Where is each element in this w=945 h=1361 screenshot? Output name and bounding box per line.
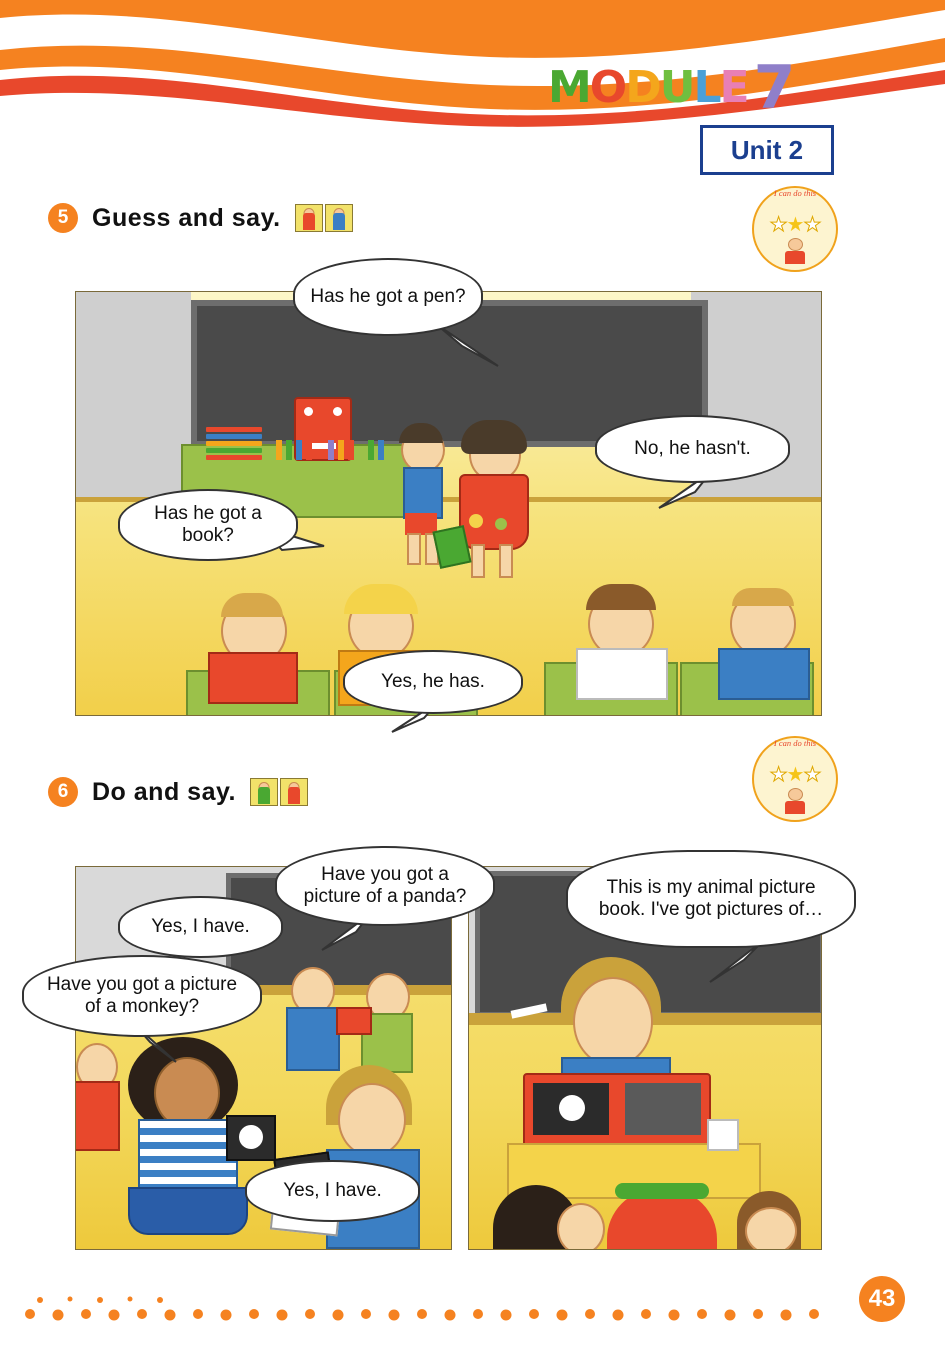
pupil-4-body (718, 648, 810, 700)
badge-2-figure-icon (782, 788, 808, 814)
pupil-1-body (208, 652, 298, 704)
exercise-5-icons (295, 204, 353, 232)
unit-label: Unit 2 (730, 134, 804, 165)
i-can-do-this-badge-1 (752, 186, 838, 272)
badge-1-figure-icon (782, 238, 808, 264)
group-work-icon (280, 778, 308, 806)
bubble-no-he-hasnt: No, he hasn't. (595, 415, 790, 483)
bubble-yes-i-have-bottom: Yes, I have. (245, 1160, 420, 1222)
boy-right-face (338, 1083, 406, 1157)
module-letter-u: U (659, 62, 694, 113)
i-can-do-this-badge-2 (752, 736, 838, 822)
bubble-has-he-got-a-book: Has he got a book? (118, 489, 298, 561)
audience-face-3 (745, 1207, 797, 1250)
exercise-6-icons (250, 778, 308, 806)
presenter-face (573, 977, 653, 1067)
module-letter-d: D (625, 62, 660, 113)
badge-2-stars: ★★★ (769, 764, 821, 786)
unit-box (700, 125, 834, 175)
module-logo (548, 52, 898, 123)
bubble-yes-he-has: Yes, he has. (343, 650, 523, 714)
book-stack (206, 427, 262, 457)
bubble-have-you-got-a-picture-of-a-panda: Have you got a picture of a panda? (275, 846, 495, 926)
group-work-icon (325, 204, 353, 232)
pair-work-icon (250, 778, 278, 806)
pencils (276, 440, 406, 460)
exercise-6-title: Do and say. (92, 777, 236, 806)
background-boy-1-body (286, 1007, 340, 1071)
module-letter-l: L (693, 62, 720, 113)
edge-child-body (75, 1081, 120, 1151)
cup (707, 1119, 739, 1151)
badge-1-stars: ★★★ (769, 214, 821, 236)
exercise-6-number: 6 (48, 777, 78, 807)
exercise-5-header (48, 203, 353, 233)
panda-picture-card-1 (226, 1115, 276, 1161)
bubble-has-he-got-a-pen: Has he got a pen? (293, 258, 483, 336)
bubble-yes-i-have-top: Yes, I have. (118, 896, 283, 958)
audience-face-1 (557, 1203, 605, 1250)
badge-1-text: I can do this (773, 188, 817, 198)
footer-dot-border (0, 1290, 945, 1330)
pair-work-icon (295, 204, 323, 232)
page-number: 43 (859, 1276, 905, 1322)
pupil-3-body (576, 648, 668, 700)
module-letter-e: E (719, 62, 748, 113)
girl-skirt (128, 1187, 248, 1235)
module-number: 7 (753, 53, 794, 123)
bubble-animal-picture-book: This is my animal picture book. I've got pictures of… (566, 850, 856, 948)
animal-picture-book (523, 1073, 711, 1149)
module-letter-m: M (548, 62, 590, 113)
badge-2-text: I can do this (773, 738, 817, 748)
audience-headband (615, 1183, 709, 1199)
bubble-have-you-got-a-picture-of-a-monkey: Have you got a picture of a monkey? (22, 955, 262, 1037)
exercise-5-title: Guess and say. (92, 203, 281, 232)
girl-striped-top (138, 1119, 238, 1197)
module-letter-o1: O (589, 62, 626, 113)
exercise-5-number: 5 (48, 203, 78, 233)
exercise-6-header (48, 777, 308, 807)
shared-picture-card (336, 1007, 372, 1035)
